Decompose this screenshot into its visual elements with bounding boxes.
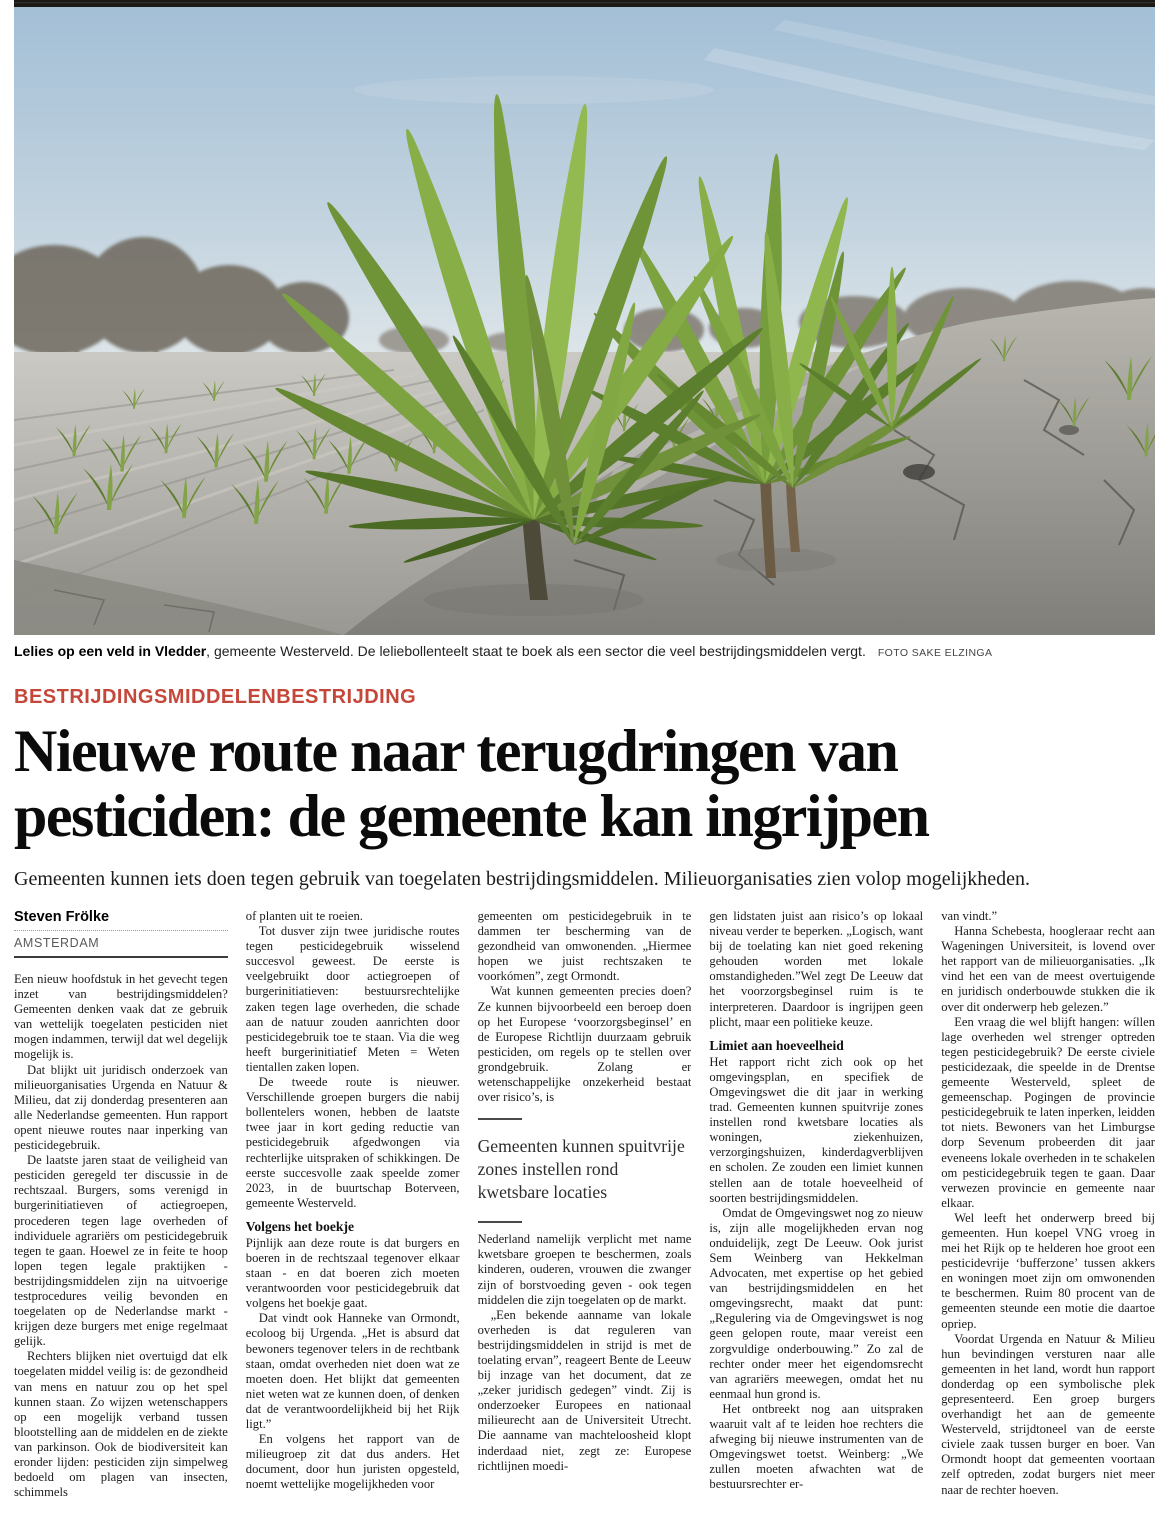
photo-top-edge — [14, 0, 1155, 7]
paragraph: Rechters blijken niet overtuigd dat elk toegelaten middel veilig is: de gezondheid van mens en natuur zou op het spel kunnen staan. Zo wijzen wetenschappers op een mogelijk verband tussen blootstelling aan de middelen en de ziekte van parkinson. Ook de biodiversiteit kan eronder lijden: pesticiden zijn simpelweg bedoeld om plagen van insecten, schimmels — [14, 1349, 228, 1500]
headline — [14, 719, 1155, 849]
paragraph: Omdat de Omgevingswet nog zo nieuw is, zijn alle mogelijkheden ervan nog onduidelijk, zegt De Leeuw. Ook jurist Sem Weinberg van Hekkelman Advocaten, met expertise op het gebied van bestrijdingsmiddelen en het omgevingsrecht, maakt dat punt: „Regulering via de Omgevingswet is nog geen gelopen route, maar vereist een zorgvuldige onderbouwing.” Zo zal de rechter onder meer het eigendomsrecht van agrariërs meewegen, omdat het nu eenmaal hun grond is. — [709, 1205, 924, 1401]
paragraph: „Een bekende aanname van lokale overheden is dat reguleren van bestrijdingsmiddelen in strijd is met de toelating ervan”, reageert Bente de Leeuw bij inzage van het document, dat ze „zeker juridisch gedegen” vindt. Zij is onderzoeker Europees en nationaal milieurecht aan de Universiteit Utrecht. Die aanname van machteloosheid klopt inderdaad niet, zegt ze: Europese richtlijnen moedi- — [477, 1307, 692, 1473]
section-subhead: Limiet aan hoeveelheid — [709, 1037, 844, 1053]
paragraph: Dat vindt ook Hanneke van Ormondt, ecoloog bij Urgenda. „Het is absurd dat bewoners tegenover telers in de rechtbank staan, omdat overheden niet doen wat ze moeten doen. Het blijkt dat gemeenten niet weten wat ze kunnen doen, of denken dat de verantwoordelijkheid bij het Rijk ligt.” — [245, 1311, 460, 1431]
field-photo-illustration — [14, 0, 1155, 635]
photo-caption — [14, 642, 1155, 662]
headline-line-2: pesticiden: de gemeente kan ingrijpen — [14, 783, 929, 849]
standfirst: Gemeenten kunnen iets doen tegen gebruik van toegelaten bestrijdingsmiddelen. Milieuorganisaties zien volop mogelijkheden. — [14, 868, 1031, 890]
newspaper-page — [14, 0, 1155, 1537]
paragraph: Tot dusver zijn twee juridische routes tegen pesticidegebruik wisselend succesvol geweest. De eerste is veelgebruikt door actiegroepen of burgerinitiatieven: bestuursrechtelijke zaken tegen lage overheden, die schade aan de natuur zouden aanrichten door pesticidegebruik toe te staan. Via die weg heeft burgerinitiatief Meten = Weten tientallen zaken lopen. — [245, 924, 460, 1074]
article-photo — [14, 0, 1155, 662]
pull-quote — [478, 1118, 692, 1223]
article-column-4 — [709, 909, 923, 1537]
article-column-1 — [14, 909, 228, 1537]
paragraph: Nederland namelijk verplicht met name kwetsbare groepen te beschermen, zoals kinderen, ouderen, vrouwen die zwanger zijn of borstvoeding geven - ook tegen middelen die zijn toegelaten op de markt. — [477, 1232, 692, 1307]
article-columns — [14, 909, 1155, 1537]
paragraph: Pijnlijk aan deze route is dat burgers en boeren in de rechtszaal tegenover elkaar staan - en dat boeren zich moeten verantwoorden voor pesticidegebruik dat volgens het boekje gaat. — [245, 1235, 460, 1311]
paragraph: Wel leeft het onderwerp breed bij gemeenten. Hun koepel VNG vroeg in mei het Rijk op te helderen hoe groot een pesticidevrije ‘bufferzone’ tussen akkers en woningen moet zijn om omwonenden te beschermen. Ruim 80 procent van de gemeenten steunde een motie die daartoe opriep. — [941, 1210, 1155, 1331]
pullquote-rule-top — [478, 1118, 522, 1120]
pullquote-rule-bottom — [478, 1221, 522, 1223]
paragraph: gemeenten om pesticidegebruik in te dammen ter bescherming van de gezondheid van omwonenden. „Hiermee hopen we juist rechtszaken te voorkómen”, zegt Ormondt. — [477, 909, 692, 984]
pull-quote-text: Gemeenten kunnen spuitvrije zones instellen rond kwetsbare locaties — [477, 1136, 685, 1203]
byline — [14, 909, 228, 958]
paragraph: De laatste jaren staat de veiligheid van pesticiden geregeld ter discussie in de rechtszaal. Burgers, soms verenigd in burgerinitiatieven of actiegroepen, procederen tegen lage overheden of individuele agrariërs om pesticidegebruik tegen te gaan. Hoewel ze in feite te hoop lopen tegen legale praktijken - bestrijdingsmiddelen zijn na uitvoerige testprocedures veilig bevonden en toegelaten op de Nederlandse markt - krijgen deze burgers met enige regelmaat gelijk. — [14, 1153, 228, 1349]
paragraph: Hanna Schebesta, hoogleraar recht aan Wageningen Universiteit, is lovend over het rapport van de milieuorganisaties. „Ik vind het een van de meest overtuigende en juridisch onderbouwde stukken die ik over dit onderwerp heb gelezen.” — [941, 924, 1155, 1014]
byline-location: AMSTERDAM — [14, 931, 228, 958]
paragraph: Het ontbreekt nog aan uitspraken waaruit valt af te leiden hoe rechters die afweging bij nieuwe instrumenten van de Omgevingswet toetst. Weinberg: „We zullen moeten afwachten wat de bestuursrechter er- — [709, 1401, 924, 1492]
caption-text: , gemeente Westerveld. De leliebollenteelt staat te boek als een sector die veel bestrijdingsmiddelen vergt. — [206, 643, 866, 659]
paragraph: gen lidstaten juist aan risico’s op lokaal niveau verder te beperken. „Logisch, want bij de toelating kan niet goed rekening gehouden worden met lokale omstandigheden.”Wel zegt De Leeuw dat het voorzorgsbeginsel ruim is te interpreteren. Daardoor is ingrijpen geen plicht, maar een politieke keuze. — [709, 909, 924, 1029]
paragraph: Het rapport richt zich ook op het omgevingsplan, en specifiek de Omgevingswet die dit jaar in werking trad. Gemeenten kunnen spuitvrije zones instellen rond kwetsbare locaties als woningen, ziekenhuizen, verzorgingshuizen, kinderdagverblijven en scholen. Ze zouden een limiet kunnen stellen aan de totale hoeveelheid of soorten bestrijdingsmiddelen. — [709, 1054, 924, 1205]
paragraph: En volgens het rapport van de milieugroep zit dat dus anders. Het document, door hun juristen opgesteld, noemt wettelijke mogelijkheden voor — [245, 1432, 460, 1492]
paragraph: Voordat Urgenda en Natuur & Milieu hun bevindingen versturen naar alle gemeenten in het land, wordt hun rapport donderdag op een symbolische plek gepresenteerd. Een groep burgers overhandigt het aan de gemeente Westerveld, strijdtoneel van de eerste civiele zaak tussen burger en boer. Van Ormondt hoopt dat gemeenten voortaan zelf optreden, zodat burgers niet meer naar de rechter hoeven. — [941, 1331, 1155, 1497]
paragraph: De tweede route is nieuwer. Verschillende groepen burgers die nabij bollentelers wonen, hebben de laatste twee jaar in kort geding reductie van pesticidegebruik afgedwongen via rechterlijke uitspraken of schikkingen. De eerste succesvolle zaak speelde zomer 2023, in de buurtschap Boterveen, gemeente Westerveld. — [245, 1075, 460, 1210]
paragraph: of planten uit te roeien. — [245, 909, 363, 923]
kicker: BESTRIJDINGSMIDDELENBESTRIJDING — [14, 686, 417, 708]
byline-author: Steven Frölke — [14, 909, 228, 931]
article-column-3 — [478, 909, 692, 1537]
article-column-2 — [246, 909, 460, 1537]
article-column-5 — [941, 909, 1155, 1537]
paragraph: Dat blijkt uit juridisch onderzoek van milieuorganisaties Urgenda en Natuur & Milieu, dat zij donderdag presenteren aan alle Nederlandse gemeenten. Hun rapport opent nieuwe routes naar inperking van pesticidegebruik. — [14, 1062, 228, 1153]
paragraph: Een vraag die wel blijft hangen: wíllen lage overheden wel strenger optreden tegen pesticidegebruik? De eerste civiele pesticidezaak, die speelde in de Drentse gemeente Westerveld, spleet de gemeenschap. Pogingen de provincie pesticidegebruik te laten inperken, leidden tot niets. Bewoners van het Limburgse dorp Sevenum probeerden dit jaar eveneens lokale overheden in te schakelen om pesticidegebruik tegen te gaan. Daar verwezen provincie en gemeente naar elkaar. — [941, 1014, 1155, 1210]
caption-lead: Lelies op een veld in Vledder — [14, 643, 207, 659]
paragraph: Een nieuw hoofdstuk in het gevecht tegen inzet van bestrijdingsmiddelen? Gemeenten denken vaak dat ze gebruik van wettelijk toegelaten pesticiden niet mogen indammen, terwijl dat wel degelijk mogelijk is. — [14, 972, 228, 1062]
headline-line-1: Nieuwe route naar terugdringen van — [14, 718, 898, 784]
section-subhead: Volgens het boekje — [245, 1218, 355, 1234]
paragraph: Wat kunnen gemeenten precies doen? Ze kunnen bijvoorbeeld een beroep doen op het Europese ‘voorzorgsbeginsel’ en de Europese Richtlijn duurzaam gebruik pesticiden, om regels op te stellen over grondgebruik. Zolang er wetenschappelijke onzekerheid bestaat over risico’s, is — [477, 984, 692, 1105]
paragraph: van vindt.” — [941, 909, 998, 923]
photo-credit: FOTO SAKE ELZINGA — [877, 647, 993, 659]
